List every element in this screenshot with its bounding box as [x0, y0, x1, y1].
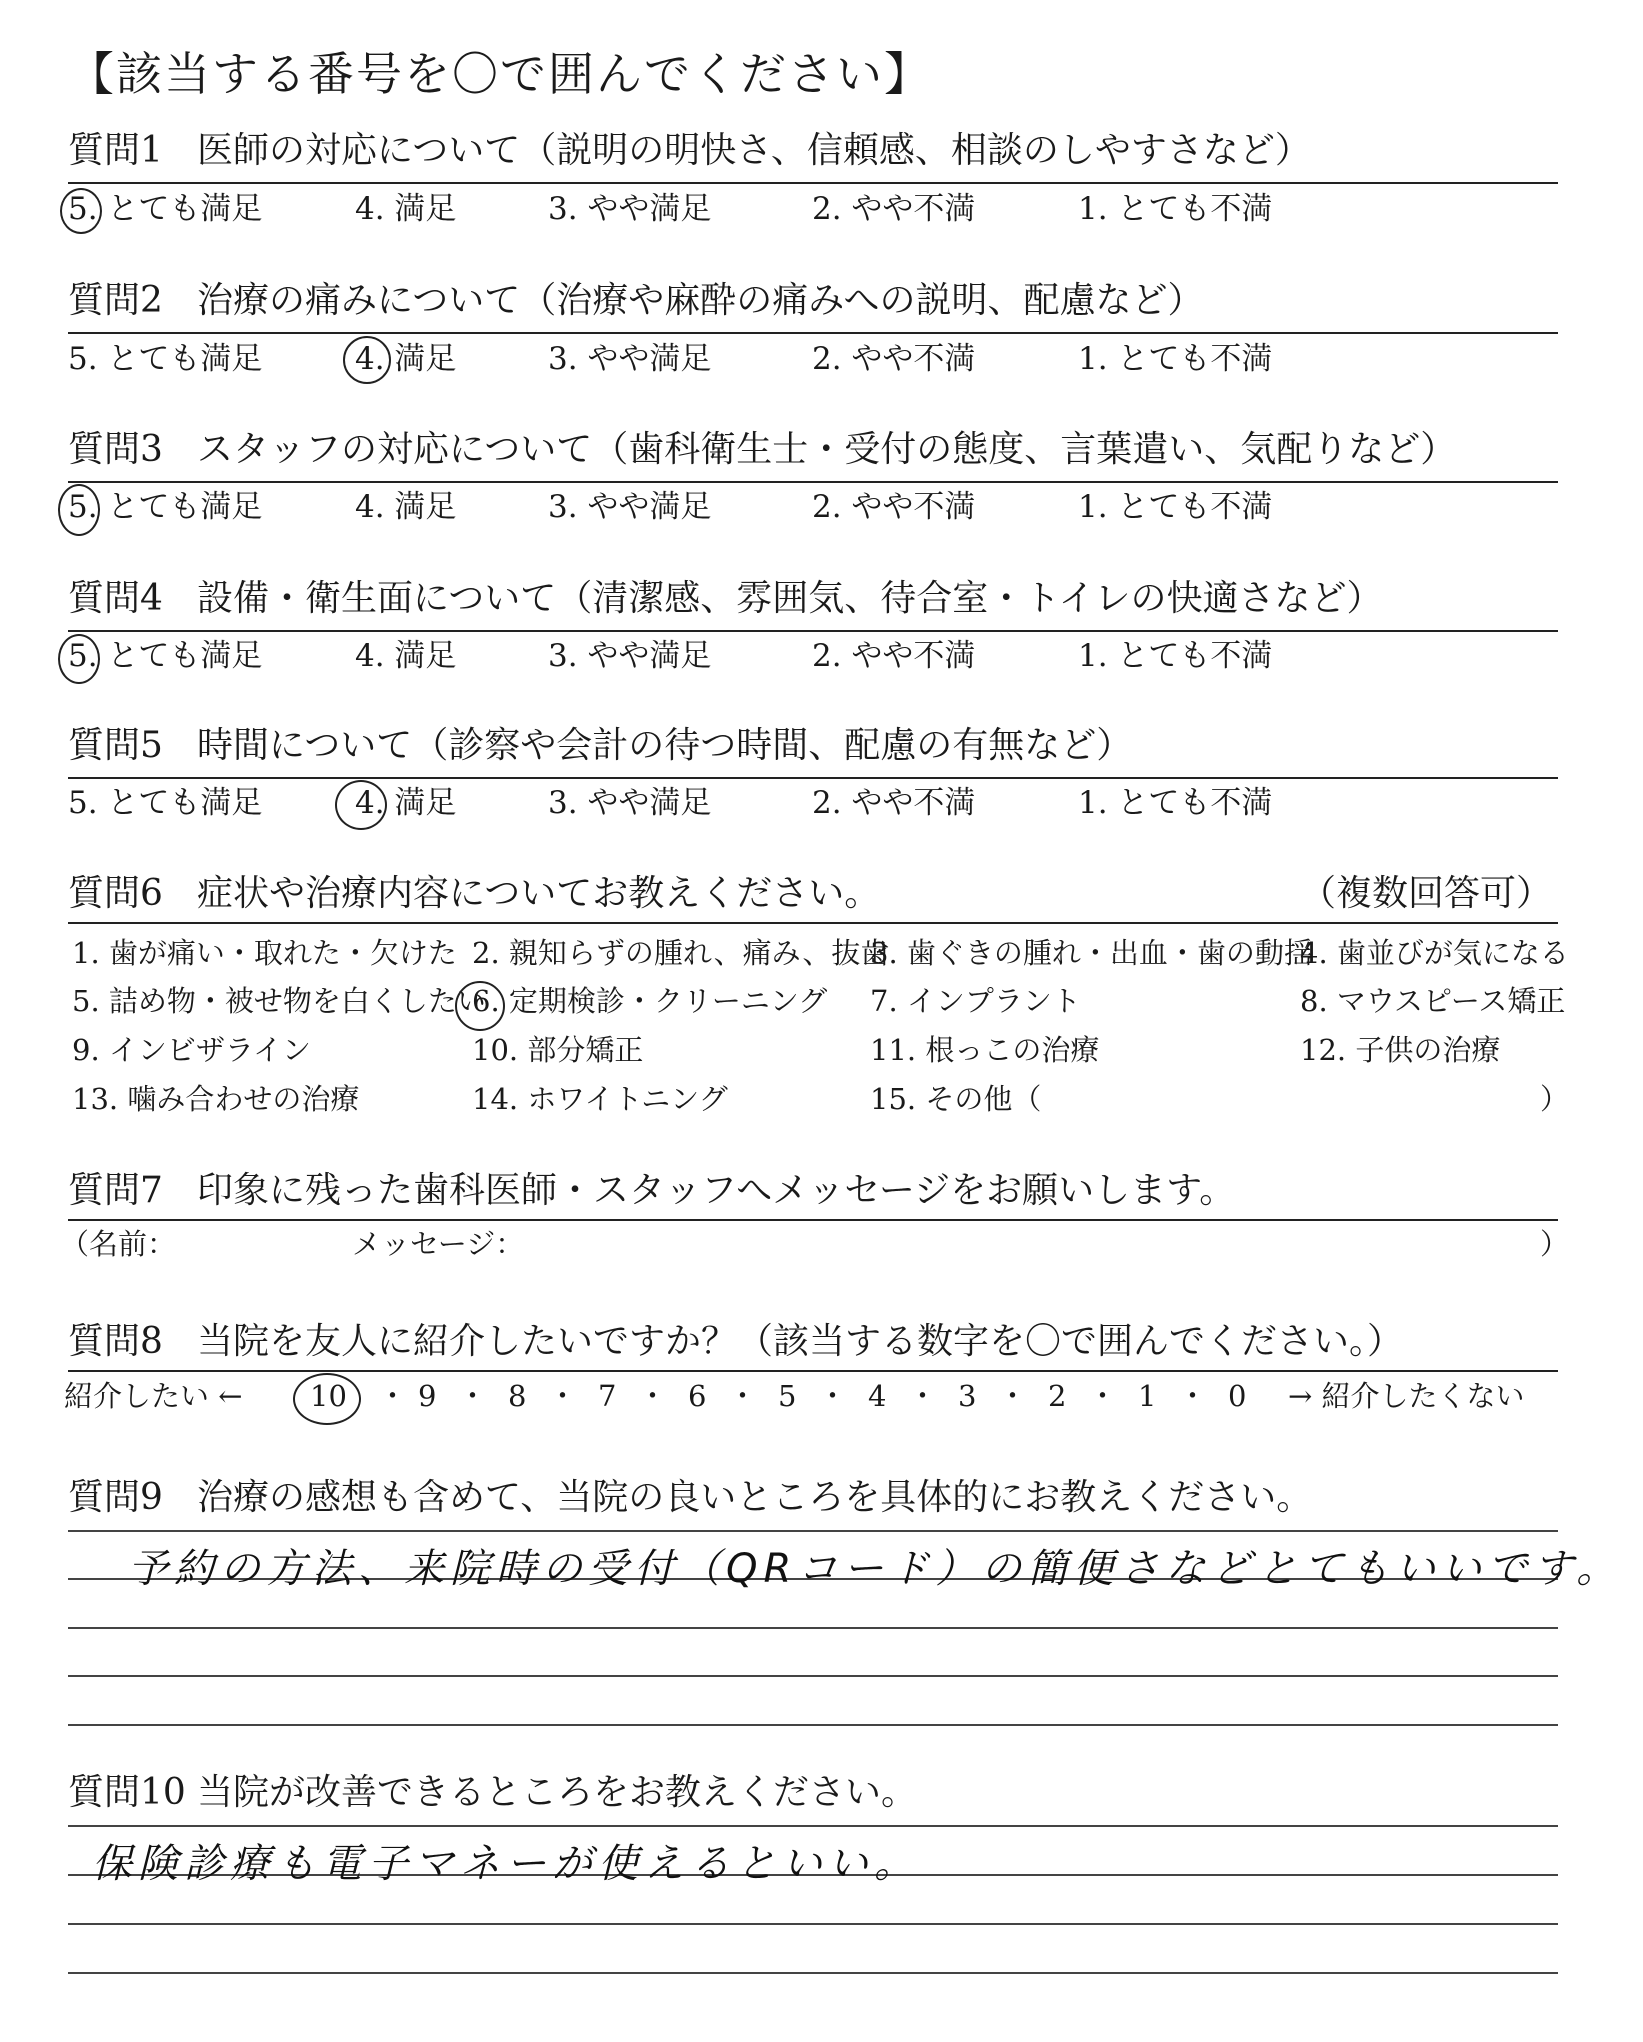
q8-dot: ・: [818, 1379, 848, 1413]
q3-option-1[interactable]: 1. とても不満: [1078, 489, 1273, 525]
q9-write-line: [68, 1724, 1558, 1726]
question-9-text: 治療の感想も含めて、当院の良いところを具体的にお教えください。: [197, 1477, 1313, 1518]
q6-option-13[interactable]: 13. 噛み合わせの治療: [72, 1082, 360, 1116]
question-9-label: 質問9: [68, 1477, 163, 1518]
q1-selected-circle: [60, 188, 102, 234]
q2-option-3[interactable]: 3. やや満足: [548, 341, 712, 377]
q1-option-3[interactable]: 3. やや満足: [548, 191, 712, 227]
q4-option-3[interactable]: 3. やや満足: [548, 638, 712, 674]
q10-write-line: [68, 1923, 1558, 1925]
q8-dot: ・: [1178, 1379, 1208, 1413]
q4-option-1[interactable]: 1. とても不満: [1078, 638, 1273, 674]
q4-selected-circle: [58, 634, 100, 684]
q2-selected-circle: [343, 336, 391, 384]
q6-option-9[interactable]: 9. インビザライン: [72, 1033, 312, 1067]
q5-selected-circle: [335, 780, 387, 830]
question-7-rule: [68, 1219, 1558, 1221]
q5-option-4[interactable]: 4. 満足: [355, 785, 457, 821]
question-10-text: 当院が改善できるところをお教えください。: [197, 1772, 918, 1813]
q9-write-line: [68, 1627, 1558, 1629]
q6-option-10[interactable]: 10. 部分矯正: [472, 1033, 644, 1067]
q8-selected-circle: [293, 1373, 361, 1425]
question-7-text: 印象に残った歯科医師・スタッフへメッセージをお願いします。: [197, 1170, 1236, 1211]
q6-option-3[interactable]: 3. 歯ぐきの腫れ・出血・歯の動揺: [870, 936, 1313, 970]
q1-option-4[interactable]: 4. 満足: [355, 191, 457, 227]
q8-score-0[interactable]: 0: [1228, 1379, 1247, 1413]
q8-score-8[interactable]: 8: [508, 1379, 527, 1413]
q6-option-4[interactable]: 4. 歯並びが気になる: [1300, 936, 1569, 970]
question-3-rule: [68, 481, 1558, 483]
q7-close-paren: ）: [1540, 1227, 1570, 1261]
question-3-text: スタッフの対応について（歯科衛生士・受付の態度、言葉遣い、気配りなど）: [197, 429, 1457, 470]
q8-score-4[interactable]: 4: [868, 1379, 887, 1413]
q6-option-2[interactable]: 2. 親知らずの腫れ、痛み、抜歯: [472, 936, 890, 970]
q9-write-line: [68, 1530, 1558, 1532]
q8-dot: ・: [908, 1379, 938, 1413]
question-6-text: 症状や治療内容についてお教えください。: [197, 873, 881, 914]
question-1-label: 質問1: [68, 130, 163, 171]
q8-right-label: → 紹介したくない: [1288, 1379, 1525, 1413]
q7-message-label: メッセージ：: [352, 1227, 525, 1261]
question-2-text: 治療の痛みについて（治療や麻酔の痛みへの説明、配慮など）: [197, 280, 1204, 321]
question-7-label: 質問7: [68, 1170, 163, 1211]
q6-option-14[interactable]: 14. ホワイトニング: [472, 1082, 728, 1116]
page-title: 【該当する番号を〇で囲んでください】: [68, 47, 932, 101]
q8-score-3[interactable]: 3: [958, 1379, 977, 1413]
q8-dot: ・: [728, 1379, 758, 1413]
q6-option-11[interactable]: 11. 根っこの治療: [870, 1033, 1100, 1067]
q1-option-2[interactable]: 2. やや不満: [812, 191, 976, 227]
q5-option-1[interactable]: 1. とても不満: [1078, 785, 1273, 821]
q3-option-5[interactable]: 5. とても満足: [68, 489, 263, 525]
q8-dot: ・: [458, 1379, 488, 1413]
q3-selected-circle: [58, 484, 100, 536]
question-1-text: 医師の対応について（説明の明快さ、信頼感、相談のしやすさなど）: [197, 130, 1311, 171]
q2-option-4[interactable]: 4. 満足: [355, 341, 457, 377]
q6-option-15-close: ）: [1540, 1082, 1570, 1116]
q8-dot: ・: [998, 1379, 1028, 1413]
q6-option-6[interactable]: 6. 定期検診・クリーニング: [472, 984, 828, 1018]
q4-option-2[interactable]: 2. やや不満: [812, 638, 976, 674]
q5-option-2[interactable]: 2. やや不満: [812, 785, 976, 821]
question-3-label: 質問3: [68, 429, 163, 470]
q2-option-2[interactable]: 2. やや不満: [812, 341, 976, 377]
question-10-label: 質問10: [68, 1772, 186, 1813]
q6-option-5[interactable]: 5. 詰め物・被せ物を白くしたい: [72, 984, 486, 1018]
q8-score-10[interactable]: 10: [310, 1379, 347, 1413]
question-2-rule: [68, 332, 1558, 334]
q8-score-7[interactable]: 7: [598, 1379, 617, 1413]
q8-dot: ・: [638, 1379, 668, 1413]
q6-option-8[interactable]: 8. マウスピース矯正: [1300, 984, 1566, 1018]
q6-selected-circle: [455, 981, 505, 1031]
q2-option-5[interactable]: 5. とても満足: [68, 341, 263, 377]
q3-option-4[interactable]: 4. 満足: [355, 489, 457, 525]
question-8-label: 質問8: [68, 1321, 163, 1362]
q8-score-5[interactable]: 5: [778, 1379, 797, 1413]
question-6-label: 質問6: [68, 873, 163, 914]
q6-option-15[interactable]: 15. その他（: [870, 1082, 1042, 1116]
q6-option-7[interactable]: 7. インプラント: [870, 984, 1081, 1018]
question-4-text: 設備・衛生面について（清潔感、雰囲気、待合室・トイレの快適さなど）: [197, 578, 1383, 619]
q1-option-1[interactable]: 1. とても不満: [1078, 191, 1273, 227]
q9-write-line: [68, 1675, 1558, 1677]
q8-score-6[interactable]: 6: [688, 1379, 707, 1413]
q10-write-line: [68, 1825, 1558, 1827]
question-6-note: （複数回答可）: [1300, 873, 1553, 914]
question-8-text: 当院を友人に紹介したいですか？（該当する数字を〇で囲んでください。）: [197, 1321, 1404, 1362]
q10-write-line: [68, 1972, 1558, 1974]
q8-dot: ・: [378, 1379, 408, 1413]
q4-option-4[interactable]: 4. 満足: [355, 638, 457, 674]
q1-option-5[interactable]: 5. とても満足: [68, 191, 263, 227]
q8-left-label: 紹介したい ←: [64, 1379, 243, 1413]
question-5-label: 質問5: [68, 725, 163, 766]
q7-name-label: （名前：: [60, 1227, 177, 1261]
question-4-rule: [68, 630, 1558, 632]
q4-option-5[interactable]: 5. とても満足: [68, 638, 263, 674]
q8-score-9[interactable]: 9: [418, 1379, 437, 1413]
q5-option-3[interactable]: 3. やや満足: [548, 785, 712, 821]
q6-option-1[interactable]: 1. 歯が痛い・取れた・欠けた: [72, 936, 457, 970]
question-4-label: 質問4: [68, 578, 163, 619]
q8-dot: ・: [548, 1379, 578, 1413]
q8-score-1[interactable]: 1: [1138, 1379, 1157, 1413]
question-1-rule: [68, 182, 1558, 184]
q9-handwritten-answer: 予約の方法、来院時の受付（QRコード）の簡便さなどとてもいいです。: [128, 1546, 1623, 1592]
q5-option-5[interactable]: 5. とても満足: [68, 785, 263, 821]
question-8-rule: [68, 1370, 1558, 1372]
q8-score-2[interactable]: 2: [1048, 1379, 1067, 1413]
q3-option-3[interactable]: 3. やや満足: [548, 489, 712, 525]
question-5-rule: [68, 777, 1558, 779]
q3-option-2[interactable]: 2. やや不満: [812, 489, 976, 525]
q2-option-1[interactable]: 1. とても不満: [1078, 341, 1273, 377]
q6-option-12[interactable]: 12. 子供の治療: [1300, 1033, 1501, 1067]
question-2-label: 質問2: [68, 280, 163, 321]
question-5-text: 時間について（診察や会計の待つ時間、配慮の有無など）: [197, 725, 1133, 766]
q10-handwritten-answer: 保険診療も電子マネーが使えるといい。: [92, 1841, 920, 1887]
question-6-rule: [68, 922, 1558, 924]
q8-dot: ・: [1088, 1379, 1118, 1413]
